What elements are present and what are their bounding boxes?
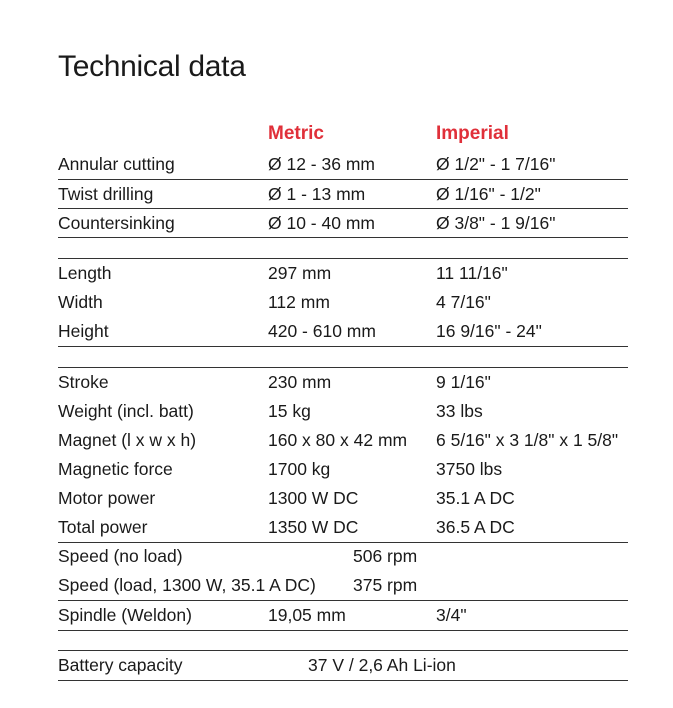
spec-metric: 160 x 80 x 42 mm [268,430,408,450]
spec-imperial: 11 11/16" [436,263,508,283]
spec-metric: 112 mm [268,292,330,312]
row-divider [58,680,628,681]
group-divider [58,258,628,259]
spec-imperial: 36.5 A DC [436,517,515,537]
row-divider [58,237,628,238]
spec-imperial: 35.1 A DC [436,488,515,508]
spec-metric: 1700 kg [268,459,331,479]
spec-metric: 297 mm [268,263,332,283]
speed-value: 506 rpm [353,546,418,566]
spec-imperial: 33 lbs [436,401,483,421]
spec-label: Length [58,263,112,283]
page-title: Technical data [58,50,246,83]
spec-imperial: 16 9/16" - 24" [436,321,542,341]
spec-label: Annular cutting [58,154,175,174]
spec-imperial: 3/4" [436,605,467,625]
spec-imperial: 9 1/16" [436,372,491,392]
spec-imperial: Ø 3/8" - 1 9/16" [436,213,556,233]
spec-metric: Ø 12 - 36 mm [268,154,375,174]
spec-metric: Ø 10 - 40 mm [268,213,375,233]
group-divider [58,650,628,651]
spec-label: Width [58,292,103,312]
spec-imperial: Ø 1/16" - 1/2" [436,184,541,204]
speed-label: Speed (load, 1300 W, 35.1 A DC) [58,575,316,595]
spec-label: Magnetic force [58,459,173,479]
spec-metric: 420 - 610 mm [268,321,376,341]
spec-metric: 15 kg [268,401,311,421]
spec-imperial: 6 5/16" x 3 1/8" x 1 5/8" [436,430,619,450]
spec-label: Magnet (l x w x h) [58,430,197,450]
imperial-header: Imperial [436,123,509,144]
row-divider [58,600,628,601]
battery-label: Battery capacity [58,655,183,675]
spec-imperial: Ø 1/2" - 1 7/16" [436,154,556,174]
speed-label: Speed (no load) [58,546,183,566]
spec-metric: 1300 W DC [268,488,359,508]
spec-label: Height [58,321,109,341]
spec-metric: 230 mm [268,372,332,392]
battery-value: 37 V / 2,6 Ah Li-ion [308,655,456,675]
row-divider [58,346,628,347]
spec-metric: Ø 1 - 13 mm [268,184,366,204]
row-divider [58,542,628,543]
spec-label: Motor power [58,488,156,508]
spec-label: Total power [58,517,148,537]
spec-label: Spindle (Weldon) [58,605,192,625]
spec-label: Weight (incl. batt) [58,401,194,421]
spec-imperial: 4 7/16" [436,292,491,312]
spec-imperial: 3750 lbs [436,459,503,479]
row-divider [58,208,628,209]
group-divider [58,367,628,368]
spec-metric: 19,05 mm [268,605,346,625]
row-divider [58,179,628,180]
speed-value: 375 rpm [353,575,418,595]
metric-header: Metric [268,123,324,144]
spec-label: Twist drilling [58,184,154,204]
spec-label: Countersinking [58,213,175,233]
row-divider [58,630,628,631]
spec-metric: 1350 W DC [268,517,359,537]
spec-label: Stroke [58,372,109,392]
